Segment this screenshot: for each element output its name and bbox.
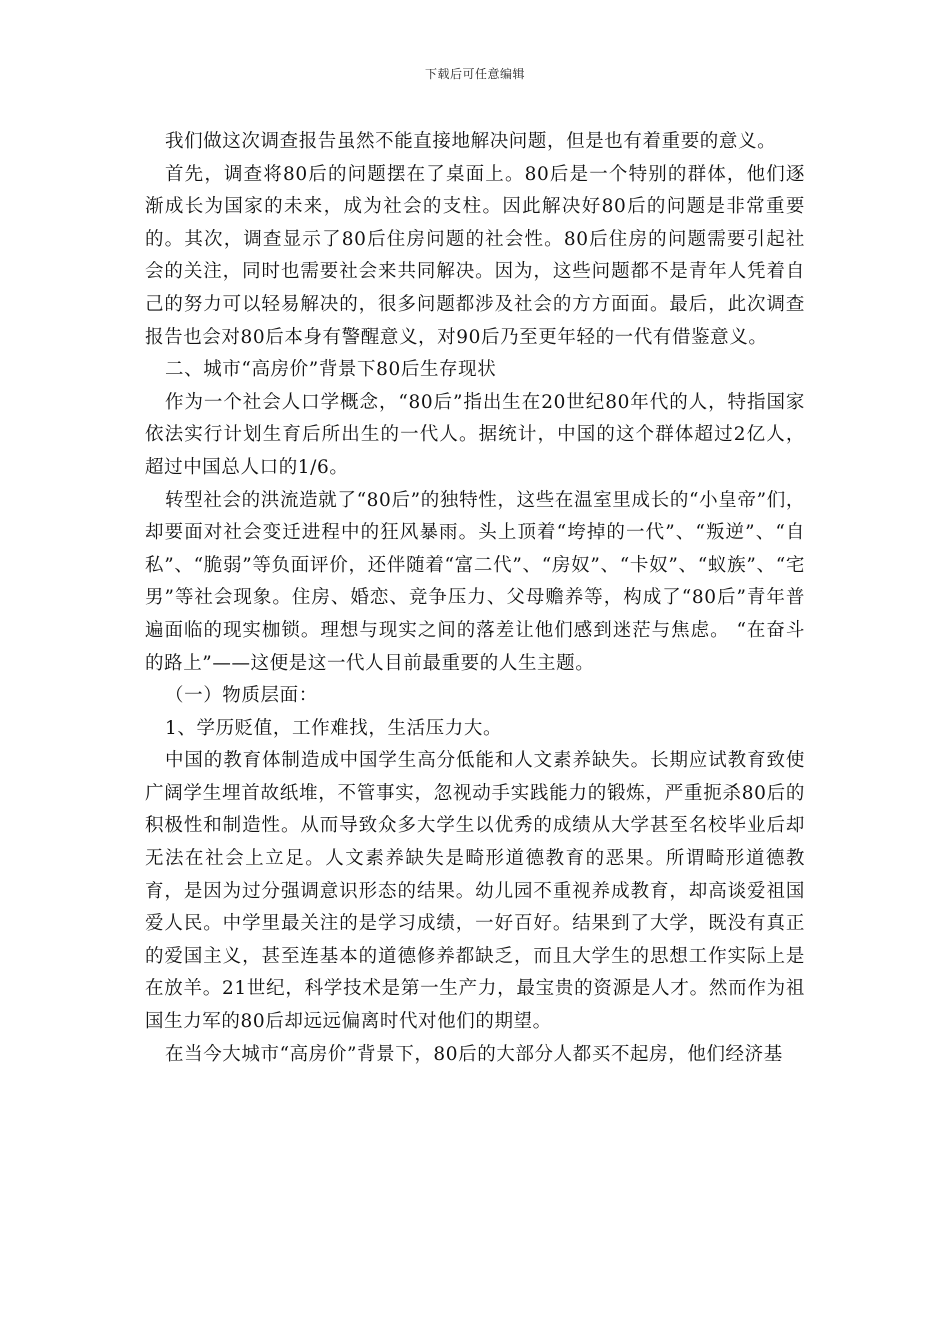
subsection-heading-material: （一）物质层面： <box>165 685 318 707</box>
paragraph-significance-intro: 我们做这次调查报告虽然不能直接地解决问题，但是也有着重要的意义。 <box>165 131 777 152</box>
section-heading-status: 二、城市“高房价”背景下80后生存现状 <box>165 359 497 381</box>
paragraph-housing-prices: 在当今大城市“高房价”背景下，80后的大部分人都买不起房，他们经济基 <box>165 1043 783 1065</box>
paragraph-social-transition: 转型社会的洪流造就了“80后”的独特性，这些在温室里成长的“小皇帝”们，却要面对社会变迁进程中的狂风暴雨。头上顶着“垮掉的一代”、“叛逆”、“自私”、“脆弱”等负面评价，还伴随着“富二代”、“房奴”、“卡奴”、“蚁族”、“宅男”等社会现象。住房、婚恋、竞争压力、父母赡养等，构成了“80后”青年普遍面临的现实枷锁。理想与现实之间的落差让他们感到迷茫与焦虑。 “在奋斗的路上”——这便是这一代人目前最重要的人生主题。 <box>145 489 805 674</box>
paragraph-education-system: 中国的教育体制造成中国学生高分低能和人文素养缺失。长期应试教育致使广阔学生埋首故纸堆，不管事实，忽视动手实践能力的锻炼，严重扼杀80后的积极性和制造性。从而导致众多大学生以优秀的成绩从大学甚至名校毕业后却无法在社会上立足。人文素养缺失是畸形道德教育的恶果。所谓畸形道德教育，是因为过分强调意识形态的结果。幼儿园不重视养成教育，却高谈爱祖国爱人民。中学里最关注的是学习成绩，一好百好。结果到了大学，既没有真正的爱国主义，甚至连基本的道德修养都缺乏，而且大学生的思想工作实际上是在放羊。21世纪，科学技术是第一生产力，最宝贵的资源是人才。然而作为祖国生力军的80后却远远偏离时代对他们的期望。 <box>145 750 805 1033</box>
document-body <box>145 126 805 1071</box>
paragraph-significance-details: 首先，调查将80后的问题摆在了桌面上。80后是一个特别的群体，他们逐渐成长为国家的未来，成为社会的支柱。因此解决好80后的问题是非常重要的。其次，调查显示了80后住房问题的社会性。80后住房的问题需要引起社会的关注，同时也需要社会来共同解决。因为，这些问题都不是青年人凭着自己的努力可以轻易解决的，很多问题都涉及社会的方方面面。最后，此次调查报告也会对80后本身有警醒意义，对90后乃至更年轻的一代有借鉴意义。 <box>145 163 805 348</box>
item-heading-education: 1、学历贬值，工作难找，生活压力大。 <box>165 717 503 739</box>
paragraph-definition: 作为一个社会人口学概念，“80后”指出生在20世纪80年代的人，特指国家依法实行计划生育后所出生的一代人。据统计，中国的这个群体超过2亿人，超过中国总人口的1/6。 <box>145 391 805 478</box>
page-header: 下载后可任意编辑 <box>424 67 525 81</box>
